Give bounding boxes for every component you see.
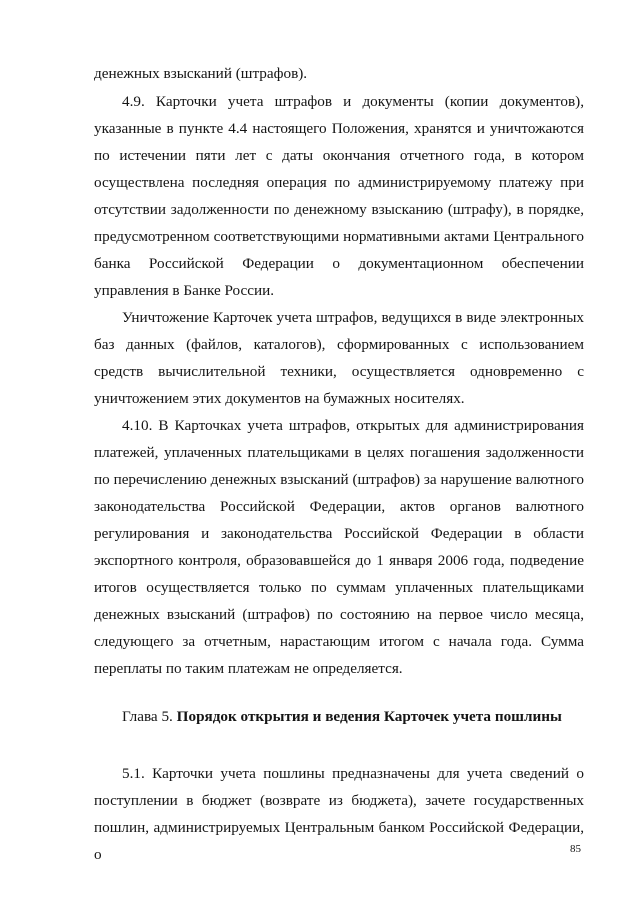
paragraph-destruction: Уничтожение Карточек учета штрафов, ведущихся в виде электронных баз данных (файлов, каталогов), сформированных с использованием средств вычислительной техники, осуществляется одновременно с уничтожением этих документов на бумажных носителях.	[94, 309, 584, 407]
chapter-heading	[122, 703, 562, 730]
chapter-heading-title: Порядок открытия и ведения Карточек учета пошлины	[176, 708, 562, 725]
paragraph-4-9: 4.9. Карточки учета штрафов и документы (копии документов), указанные в пункте 4.4 настоящего Положения, хранятся и уничтожаются по истечении пяти лет с даты окончания отчетного года, в котором осуществлена последняя операция по администрируемому платежу при отсутствии задолженности по денежному взысканию (штрафу), в порядке, предусмотренном соответствующими нормативными актами Центрального банка Российской Федерации о документационном обеспечении управления в Банке России.	[94, 93, 584, 299]
page-number: 85	[570, 843, 581, 855]
paragraph-continuation: денежных взысканий (штрафов).	[94, 65, 308, 82]
paragraph-5-1: 5.1. Карточки учета пошлины предназначены для учета сведений о поступлении в бюджет (возврате из бюджета), зачете государственных пошлин, администрируемых Центральным банком Российской Федерации, о	[94, 765, 584, 863]
chapter-heading-prefix: Глава 5.	[122, 708, 177, 725]
paragraph-4-10: 4.10. В Карточках учета штрафов, открытых для администрирования платежей, уплаченных плательщиками в целях погашения задолженности по перечислению денежных взысканий (штрафов) за нарушение валютного законодательства Российской Федерации, актов органов валютного регулирования и законодательства Российской Федерации в области экспортного контроля, образовавшейся до 1 января 2006 года, подведение итогов осуществляется только по суммам уплаченных плательщиками денежных взысканий (штрафов) по состоянию на первое число месяца, следующего за отчетным, нарастающим итогом с начала года. Сумма переплаты по таким платежам не определяется.	[94, 417, 584, 677]
